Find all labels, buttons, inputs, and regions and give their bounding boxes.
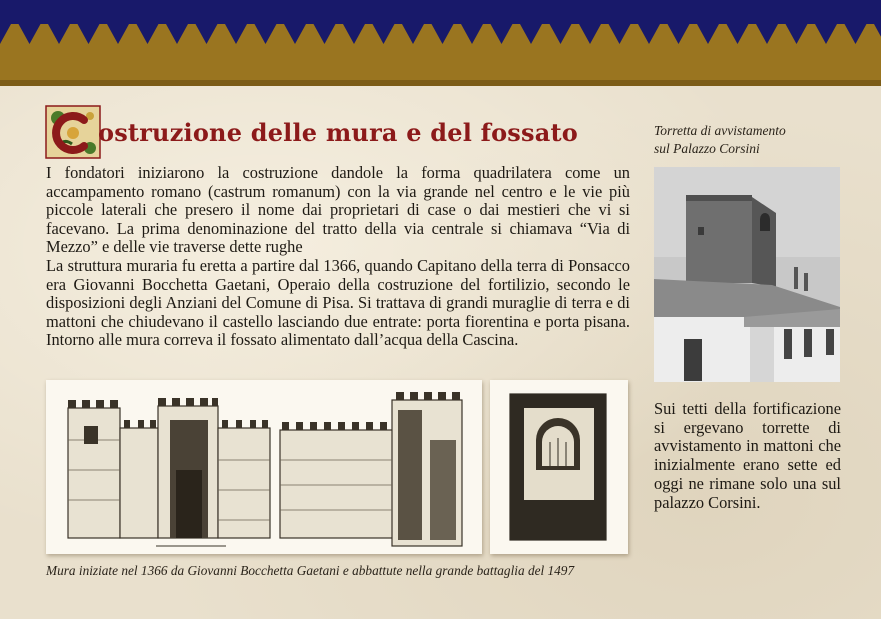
paragraph-walls: La struttura muraria fu eretta a partire dal 1366, quando Capitano della terra di Ponsacco era Giovanni Bocchetta Gaetani, Operaio della costruzione del fortilizio, secondo le disposizioni degli Anziani del Comune di Pisa. Si trattava di grandi muraglie di terra e di mattoni che chiudevano il castello lasciando due entrate: porta fiorentina e porta pisana. Intorno alle mura correva il fossato alimentato dall’acqua della Cascina. (46, 255, 630, 350)
photo-caption-line2: sul Palazzo Corsini (654, 141, 760, 156)
gate-drawing-frame (490, 380, 628, 554)
main-text (46, 164, 630, 350)
photo-caption-line1: Torretta di avvistamento (654, 123, 786, 138)
side-note: Sui tetti della fortificazione si ergevano torrette di avvistamento in mattoni che inizialmente erano sette ed oggi ne rimane solo una sul palazzo Corsini. (654, 399, 841, 512)
page-title: ostruzione delle mura e del fossato (98, 118, 578, 147)
walls-drawing-frame (46, 380, 482, 554)
paragraph-founding: I fondatori iniziarono la costruzione dandole la forma quadrilatera come un accampamento romano (castrum romanum) con la via grande nel centro e le vie più piccole laterali che presero il nome dai proprietari di case o dai mestieri che vi si facevano. La prima denominazione del tratto della via centrale si chiamava “Via di Mezzo” e delle vie traverse dette rughe (46, 163, 630, 257)
tower-photo (654, 167, 840, 382)
top-banner (0, 0, 881, 86)
section-heading (44, 104, 604, 160)
figure-caption: Mura iniziate nel 1366 da Giovanni Bocchetta Gaetani e abbattute nella grande battaglia del 1497 (46, 563, 575, 578)
crenellated-border (0, 0, 881, 86)
photo-caption (654, 122, 854, 158)
walls-elevation-drawing (46, 380, 482, 554)
gate-detail-drawing (490, 380, 628, 554)
illuminated-initial (44, 104, 102, 160)
tower-photo-image (654, 167, 840, 382)
